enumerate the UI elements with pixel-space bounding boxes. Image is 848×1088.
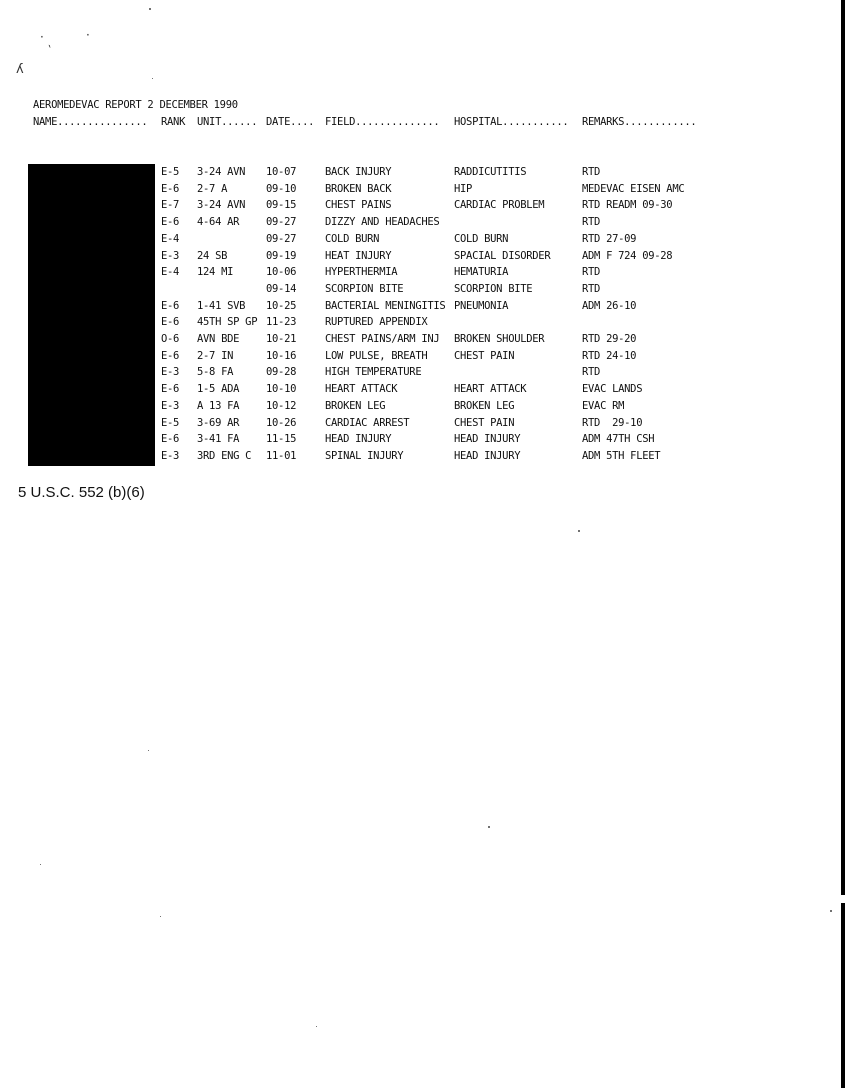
cell-field: BROKEN LEG	[325, 399, 386, 412]
cell-date: 10-26	[266, 416, 297, 429]
cell-unit: 1-5 ADA	[197, 383, 240, 396]
table-row	[0, 298, 848, 315]
cell-rank: E-3	[161, 249, 180, 262]
cell-rank: E-4	[161, 266, 180, 279]
header-hospital: HOSPITAL...........	[454, 116, 569, 128]
table-row	[0, 348, 848, 365]
cell-rank: E-5	[161, 416, 180, 429]
table-row	[0, 264, 848, 281]
scan-speck	[578, 530, 580, 532]
header-remarks: REMARKS............	[582, 116, 697, 128]
scan-speck	[160, 916, 161, 917]
cell-date: 11-15	[266, 433, 297, 446]
cell-rank: E-6	[161, 216, 180, 229]
header-unit: UNIT......	[197, 116, 258, 128]
cell-hospital: HEMATURIA	[454, 266, 509, 279]
scan-speck	[152, 78, 153, 79]
header-name: NAME...............	[33, 116, 148, 128]
cell-remarks: RTD 29-10	[582, 416, 643, 429]
cell-unit: 1-41 SVB	[197, 299, 246, 312]
scan-mark: ·	[86, 28, 90, 42]
cell-rank: E-6	[161, 182, 180, 195]
scan-speck	[149, 8, 151, 10]
cell-field: HEAT INJURY	[325, 249, 392, 262]
scan-mark: ʎ	[16, 62, 24, 77]
cell-remarks: RTD 24-10	[582, 349, 637, 362]
table-row	[0, 364, 848, 381]
cell-date: 09-19	[266, 249, 297, 262]
cell-field: CHEST PAINS	[325, 199, 392, 212]
cell-date: 10-12	[266, 399, 297, 412]
scan-speck	[316, 1026, 317, 1027]
table-row	[0, 398, 848, 415]
cell-rank: E-3	[161, 366, 180, 379]
table-row	[0, 164, 848, 181]
table-row	[0, 331, 848, 348]
cell-hospital: HEAD INJURY	[454, 433, 521, 446]
cell-unit: 124 MI	[197, 266, 234, 279]
cell-hospital: HEAD INJURY	[454, 449, 521, 462]
cell-hospital: BROKEN SHOULDER	[454, 333, 545, 345]
scan-speck	[488, 826, 490, 828]
cell-unit: 3-24 AVN	[197, 166, 246, 178]
cell-remarks: RTD 27-09	[582, 232, 637, 245]
cell-unit: 2-7 IN	[197, 349, 234, 362]
cell-field: CHEST PAINS/ARM INJ	[325, 333, 440, 345]
cell-field: CARDIAC ARREST	[325, 416, 410, 429]
scan-speck	[148, 750, 149, 751]
redaction-citation: 5 U.S.C. 552 (b)(6)	[18, 484, 145, 501]
header-field: FIELD..............	[325, 116, 440, 128]
table-row	[0, 281, 848, 298]
cell-date: 11-01	[266, 449, 297, 462]
cell-unit: 5-8 FA	[197, 366, 234, 379]
cell-unit: 3-41 FA	[197, 433, 240, 446]
cell-date: 10-16	[266, 349, 297, 362]
report-title: AEROMEDEVAC REPORT 2 DECEMBER 1990	[33, 99, 238, 111]
cell-date: 09-15	[266, 199, 297, 212]
scan-speck	[40, 864, 41, 865]
header-date: DATE....	[266, 116, 315, 128]
cell-hospital: SPACIAL DISORDER	[454, 249, 551, 262]
cell-unit: 3-69 AR	[197, 416, 240, 429]
cell-date: 10-25	[266, 299, 297, 312]
table-row	[0, 248, 848, 265]
cell-field: HIGH TEMPERATURE	[325, 366, 422, 379]
scan-mark: ˎ	[46, 33, 58, 49]
cell-remarks: RTD	[582, 266, 601, 279]
table-row	[0, 415, 848, 432]
cell-unit: A 13 FA	[197, 399, 240, 412]
cell-date: 09-14	[266, 282, 297, 295]
cell-remarks: MEDEVAC EISEN AMC	[582, 182, 685, 195]
cell-field: RUPTURED APPENDIX	[325, 316, 428, 329]
cell-date: 10-07	[266, 166, 297, 178]
table-row	[0, 181, 848, 198]
cell-date: 10-10	[266, 383, 297, 396]
cell-hospital: HIP	[454, 182, 473, 195]
cell-rank: E-5	[161, 166, 180, 178]
cell-hospital: CARDIAC PROBLEM	[454, 199, 545, 212]
cell-field: DIZZY AND HEADACHES	[325, 216, 440, 229]
header-rank: RANK	[161, 116, 186, 128]
cell-unit: 3RD ENG C	[197, 449, 252, 462]
cell-remarks: ADM 5TH FLEET	[582, 449, 661, 462]
scan-speck	[830, 910, 832, 912]
cell-date: 09-10	[266, 182, 297, 195]
cell-remarks: RTD	[582, 216, 601, 229]
cell-field: HEAD INJURY	[325, 433, 392, 446]
cell-date: 09-27	[266, 216, 297, 229]
cell-date: 09-28	[266, 366, 297, 379]
cell-rank: E-6	[161, 349, 180, 362]
scan-mark: ·	[40, 30, 44, 44]
cell-unit: 4-64 AR	[197, 216, 240, 229]
cell-hospital: CHEST PAIN	[454, 416, 515, 429]
cell-hospital: BROKEN LEG	[454, 399, 515, 412]
table-row	[0, 214, 848, 231]
cell-field: HEART ATTACK	[325, 383, 398, 396]
table-row	[0, 314, 848, 331]
cell-unit: 45TH SP GP	[197, 316, 258, 329]
cell-rank: E-6	[161, 299, 180, 312]
cell-remarks: RTD	[582, 282, 601, 295]
cell-rank: E-6	[161, 316, 180, 329]
cell-rank: E-7	[161, 199, 180, 212]
cell-remarks: ADM F 724 09-28	[582, 249, 673, 262]
cell-hospital: RADDICUTITIS	[454, 166, 527, 178]
cell-hospital: PNEUMONIA	[454, 299, 509, 312]
cell-hospital: CHEST PAIN	[454, 349, 515, 362]
cell-unit: 24 SB	[197, 249, 228, 262]
cell-date: 10-06	[266, 266, 297, 279]
table-row	[0, 381, 848, 398]
cell-date: 11-23	[266, 316, 297, 329]
cell-rank: E-6	[161, 383, 180, 396]
cell-field: LOW PULSE, BREATH	[325, 349, 428, 362]
scan-edge-line	[841, 903, 845, 1088]
cell-remarks: RTD READM 09-30	[582, 199, 673, 212]
cell-remarks: RTD	[582, 166, 601, 178]
cell-rank: E-3	[161, 399, 180, 412]
cell-rank: E-4	[161, 232, 180, 245]
cell-field: BACK INJURY	[325, 166, 392, 178]
cell-field: BROKEN BACK	[325, 182, 392, 195]
cell-remarks: RTD	[582, 366, 601, 379]
cell-field: COLD BURN	[325, 232, 380, 245]
cell-rank: E-6	[161, 433, 180, 446]
cell-field: SCORPION BITE	[325, 282, 404, 295]
cell-unit: 3-24 AVN	[197, 199, 246, 212]
table-row	[0, 448, 848, 465]
cell-remarks: RTD 29-20	[582, 333, 637, 345]
cell-date: 09-27	[266, 232, 297, 245]
table-row	[0, 197, 848, 214]
cell-remarks: ADM 26-10	[582, 299, 637, 312]
cell-hospital: SCORPION BITE	[454, 282, 533, 295]
cell-field: HYPERTHERMIA	[325, 266, 398, 279]
table-row	[0, 431, 848, 448]
cell-field: BACTERIAL MENINGITIS	[325, 299, 446, 312]
cell-remarks: EVAC LANDS	[582, 383, 643, 396]
cell-date: 10-21	[266, 333, 297, 345]
cell-rank: O-6	[161, 333, 180, 345]
cell-hospital: COLD BURN	[454, 232, 509, 245]
table-row	[0, 231, 848, 248]
cell-unit: AVN BDE	[197, 333, 240, 345]
cell-hospital: HEART ATTACK	[454, 383, 527, 396]
cell-field: SPINAL INJURY	[325, 449, 404, 462]
cell-remarks: EVAC RM	[582, 399, 625, 412]
cell-rank: E-3	[161, 449, 180, 462]
cell-remarks: ADM 47TH CSH	[582, 433, 655, 446]
cell-unit: 2-7 A	[197, 182, 228, 195]
